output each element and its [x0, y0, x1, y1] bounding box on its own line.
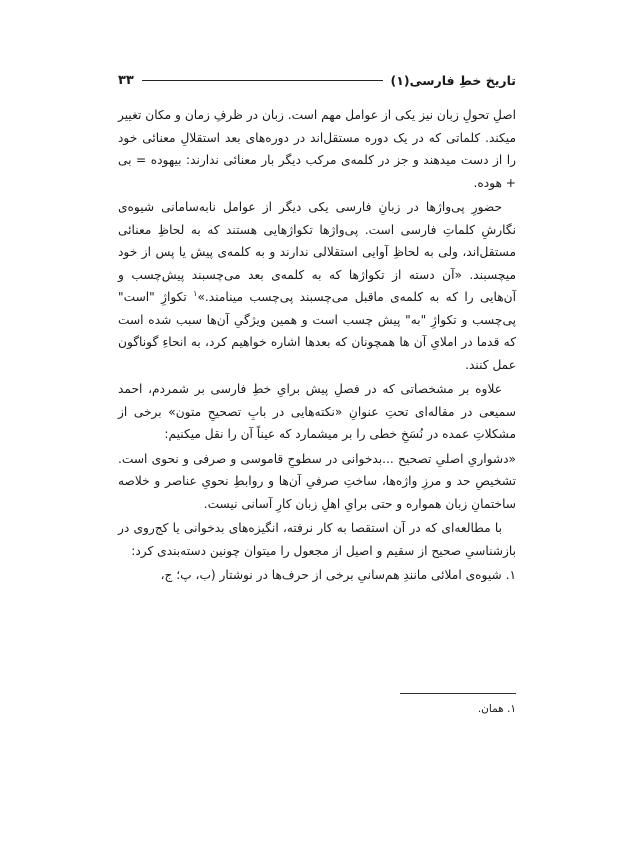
footnote-marker: ۱: [193, 288, 198, 298]
list-item-orthography: ۱. شیوه‌ی املائی مانندِ هم‌سانیِ برخی از حرف‌ها در نوشتار (ب، پ؛ ج،: [160, 568, 516, 582]
paragraph-samiei: علاوه بر مشخصاتی که در فصلِ پیش برایِ خطِ فارسی بر شمردم، احمد سمیعی در مقاله‌ای تحتِ عنوانِ «نکته‌هایی در بابِ تصحیحِ متون» برخی از مشکلاتِ عمده در نُسَخِ خطی را بر میشمارد که عیناً آن را نقل میکنیم:: [118, 382, 516, 441]
paragraph-misreading: با مطالعه‌ای که در آن استقصا به کار نرفته، انگیزه‌های بدخوانی یا کج‌روی در بازشناسیِ صحیح از سقیم و اصیل از مجعول را میتوان چونین دسته‌بندی کرد:: [118, 521, 516, 558]
footnote: ۱. همان.: [477, 703, 516, 715]
paragraph-language-evolution: اصلِ تحولِ زبان نیز یکی از عوامل مهم است. زبان در ظرفِ زمان و مکان تغییر میکند. کلماتی که در یک دوره مستقل‌اند در دوره‌های بعد استقلالِ معنائی خود را از دست میدهند و جز در کلمه‌ی مرکب دیگر بار معنائی ندارند: بیهوده = بی + هوده.: [118, 108, 516, 190]
paragraph-clitics-text: حضورِ پی‌واژها در زبانِ فارسی یکی دیگر از عوامل نابه‌سامانی شیوه‌ی نگارشِ کلماتِ فارسی است. پی‌واژها تکواژهایی هستند که به لحاظِ معنائی مستقل‌اند، ولی به لحاظِ آوایی استقلالی ندارند و به کلمه‌ی پیش یا پس از خود میچسبند. «آن دسته از تکواژها که به کلمه‌ی بعد می‌چسبند پیش‌چسب و آن‌هایی را که به کلمه‌ی ماقبل می‌چسبند پی‌چسب مینامند.»: [118, 200, 516, 304]
running-title: تاریخ خطِ فارسی(۱): [390, 72, 516, 88]
block-quote: «دشواریِ اصلیِ تصحیح ...بدخوانی در سطوحِ قاموسی و صرفی و نحوی است. تشخیصِ حد و مرزِ واژه‌ها، ساختِ صرفیِ آن‌ها و روابطِ نحویِ عناصر و خلاصه ساختمانِ زبان همواره و حتی برایِ اهلِ زبان کارِ آسانی نیست.: [118, 451, 516, 511]
running-header: [118, 68, 516, 92]
footnote-rule: [400, 693, 516, 694]
header-rule: [142, 80, 383, 81]
paragraph-clitics-continued: تکواژِ "است" پی‌چسب و تکواژِ "به" پیش چسب است و همین ویژگیِ آن‌ها سبب شده است که قدما در املایِ آن ها همچونان که بعدها اشاره خواهیم کرد، به انحاءِ گوناگون عمل کنند.: [118, 290, 516, 372]
page-number: ۳۳: [118, 72, 134, 88]
paragraph-clitics: [118, 196, 516, 376]
body-text: [118, 104, 516, 589]
